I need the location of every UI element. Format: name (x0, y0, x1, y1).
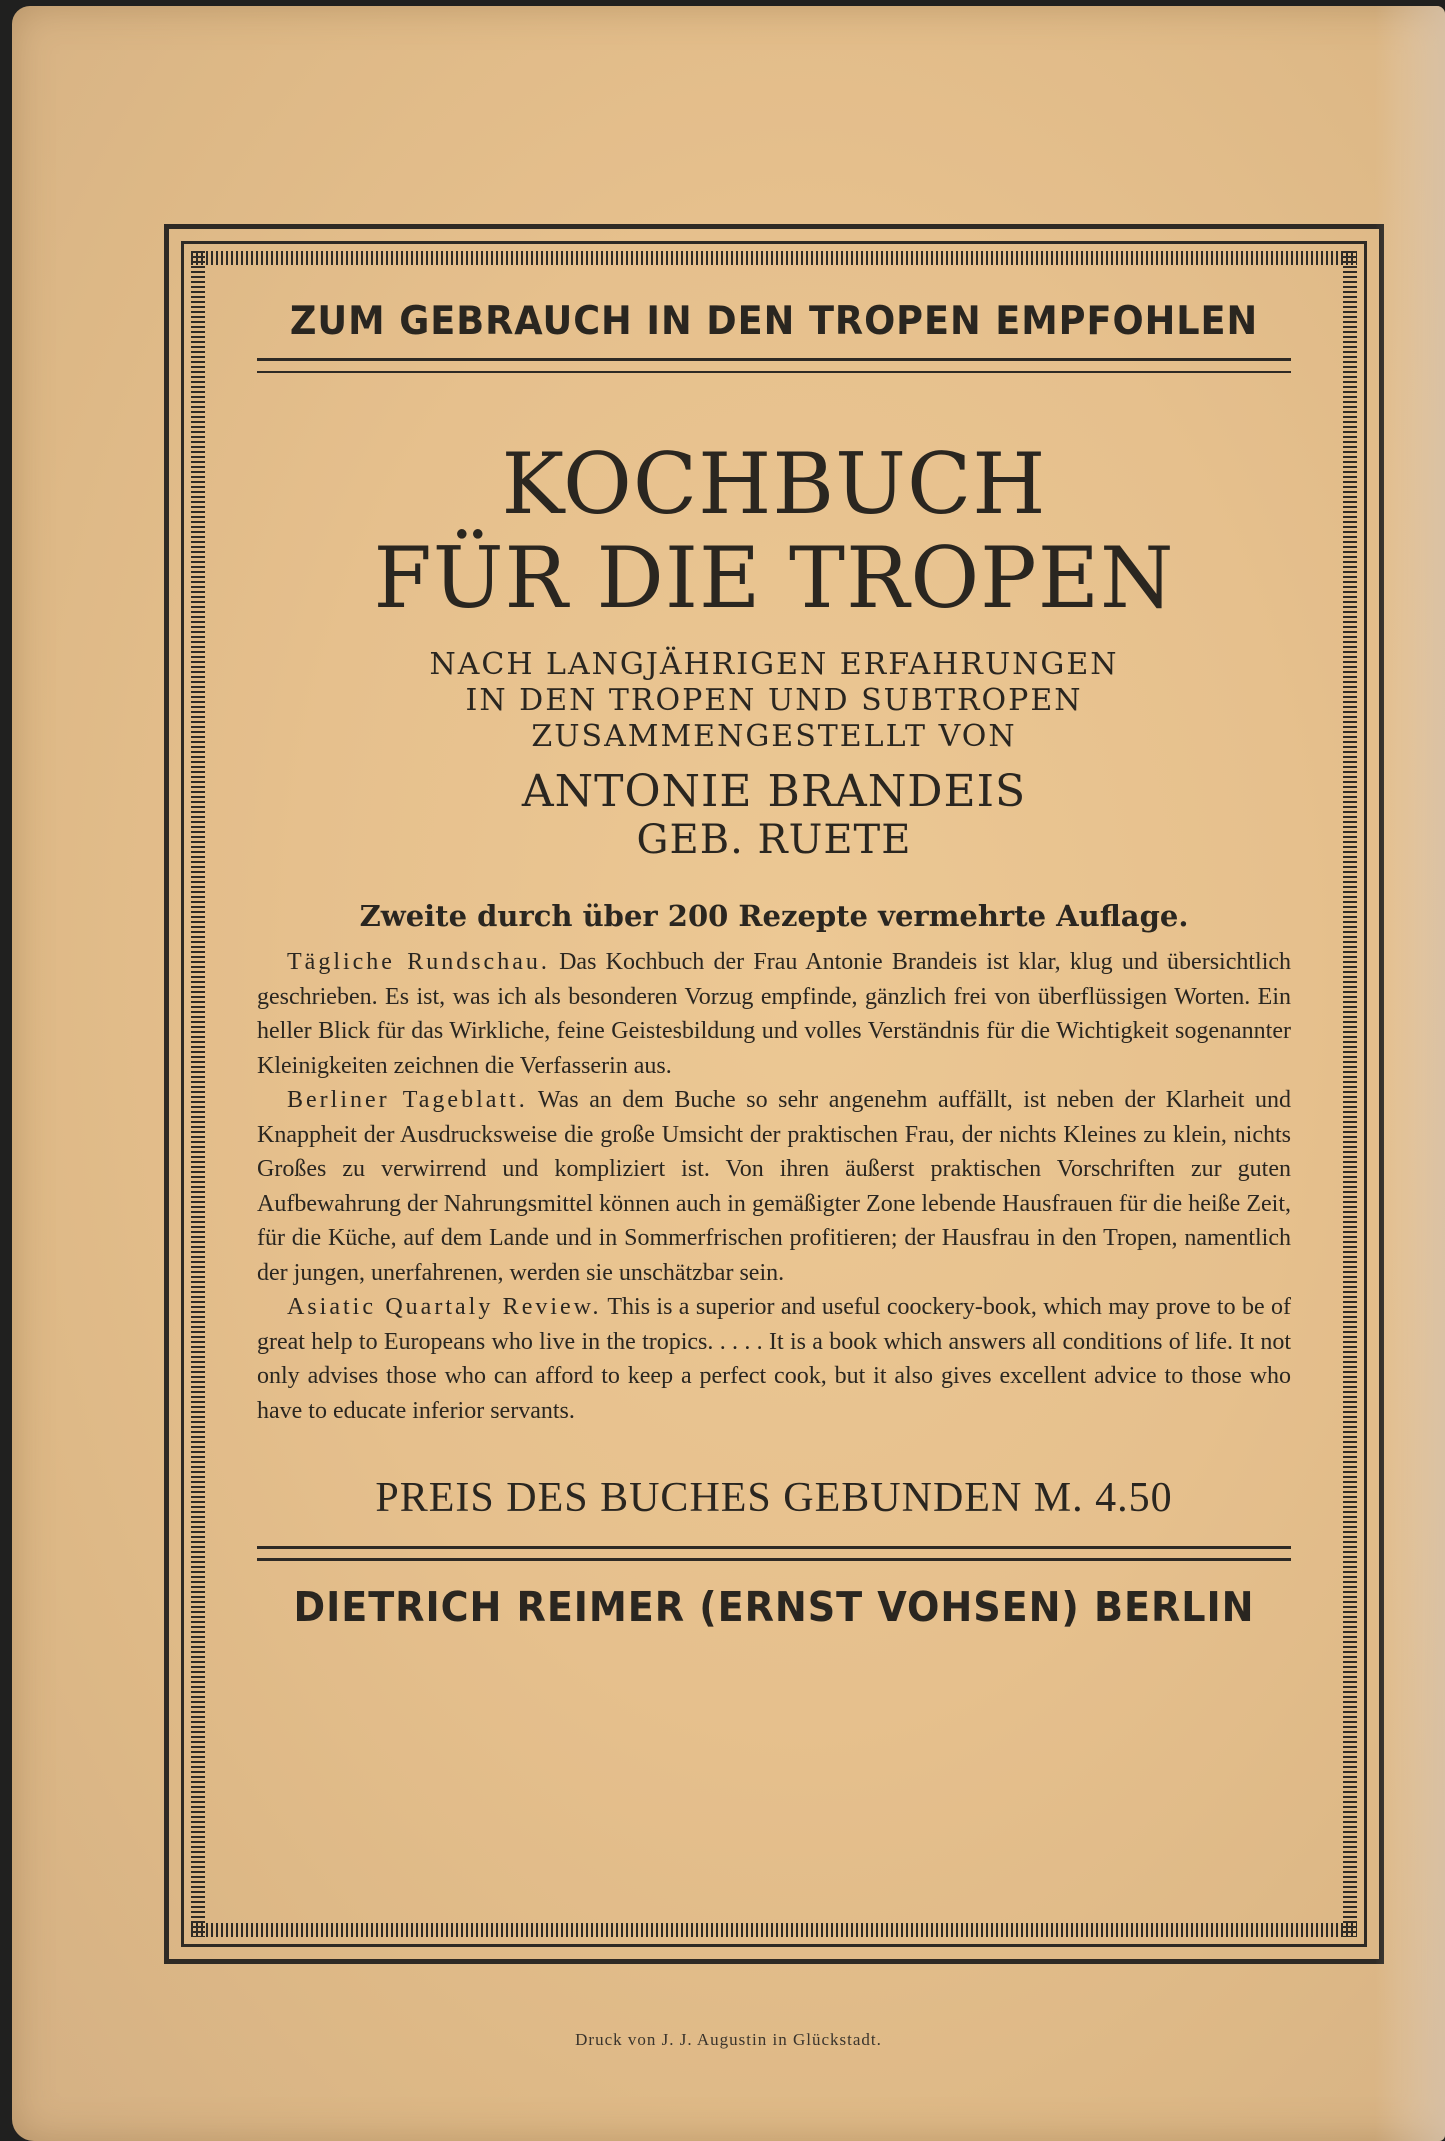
title-line-1: KOCHBUCH (501, 435, 1047, 533)
author-maiden-name: GEB. RUETE (636, 817, 912, 863)
book-back-cover (12, 6, 1445, 2141)
review-paragraph (257, 1083, 1291, 1290)
price-line: PREIS DES BUCHES GEBUNDEN M. 4.50 (375, 1475, 1173, 1521)
book-subtitle (257, 647, 1291, 755)
book-title (257, 437, 1291, 625)
cover-content (257, 279, 1291, 1631)
review-source: Tägliche Rundschau. (287, 949, 550, 975)
recommendation-banner: ZUM GEBRAUCH IN DEN TROPEN EMPFOHLEN (289, 299, 1259, 344)
printer-imprint: Druck von J. J. Augustin in Glückstadt. (575, 2030, 882, 2049)
hatched-border-top (191, 251, 1357, 265)
title-line-2: FÜR DIE TROPEN (373, 529, 1175, 627)
review-text: Das Kochbuch der Frau Antonie Brandeis ist klar, klug und übersichtlich geschrieben. Es ist, was ich als besonderen Vorzug empfinde, gänzlich frei von überflüssigen Worten. Ein heller Blick für das Wirkliche, feine Geistesbildung und volles Verständnis für die Wichtigkeit sogenannter Kleinigkeiten zeichnen die Verfasserin aus. (257, 949, 1292, 1079)
hatched-border-right (1343, 251, 1357, 1937)
review-text: This is a superior and useful coockery-book, which may prove to be of great help to Europeans who live in the tropics. . . . . It is a book which answers all conditions of life. It not only advises those who can afford to keep a perfect cook, but it also gives excellent advice to those who have to educate inferior servants. (257, 1294, 1291, 1424)
hatched-border-left (191, 251, 205, 1937)
subtitle-line-3: ZUSAMMENGESTELLT VON (531, 719, 1017, 754)
review-source: Berliner Tageblatt. (287, 1087, 528, 1113)
review-source: Asiatic Quartaly Review. (287, 1294, 602, 1320)
review-paragraph (257, 1290, 1291, 1428)
subtitle-line-2: IN DEN TROPEN UND SUBTROPEN (465, 683, 1083, 718)
review-text: Was an dem Buche so sehr angenehm auffällt, ist neben der Klarheit und Knappheit der Ausdrucksweise die große Umsicht der praktischen Frau, der nichts Kleines zu klein, nichts Großes zu verwirrend und kompliziert ist. Von ihren äußerst praktischen Vorschriften zur guten Aufbewahrung der Nahrungsmittel können auch in gemäßigter Zone lebende Hausfrauen für die heiße Zeit, für die Küche, auf dem Lande und in Sommerfrischen profitieren; der Hausfrau in den Tropen, namentlich der jungen, unerfahrenen, werden sie unschätzbar sein. (257, 1087, 1291, 1286)
double-rule-bottom (257, 1546, 1291, 1561)
author-name: ANTONIE BRANDEIS (521, 766, 1027, 817)
hatched-border-bottom (191, 1923, 1357, 1937)
press-reviews (257, 945, 1291, 1428)
double-rule-top (257, 358, 1291, 373)
publisher-line: DIETRICH REIMER (ERNST VOHSEN) BERLIN (293, 1583, 1255, 1631)
ornamental-frame (164, 224, 1384, 1964)
edition-note: Zweite durch über 200 Rezepte vermehrte Auflage. (359, 899, 1189, 933)
subtitle-line-1: NACH LANGJÄHRIGEN ERFAHRUNGEN (429, 647, 1119, 682)
review-paragraph (257, 945, 1291, 1083)
